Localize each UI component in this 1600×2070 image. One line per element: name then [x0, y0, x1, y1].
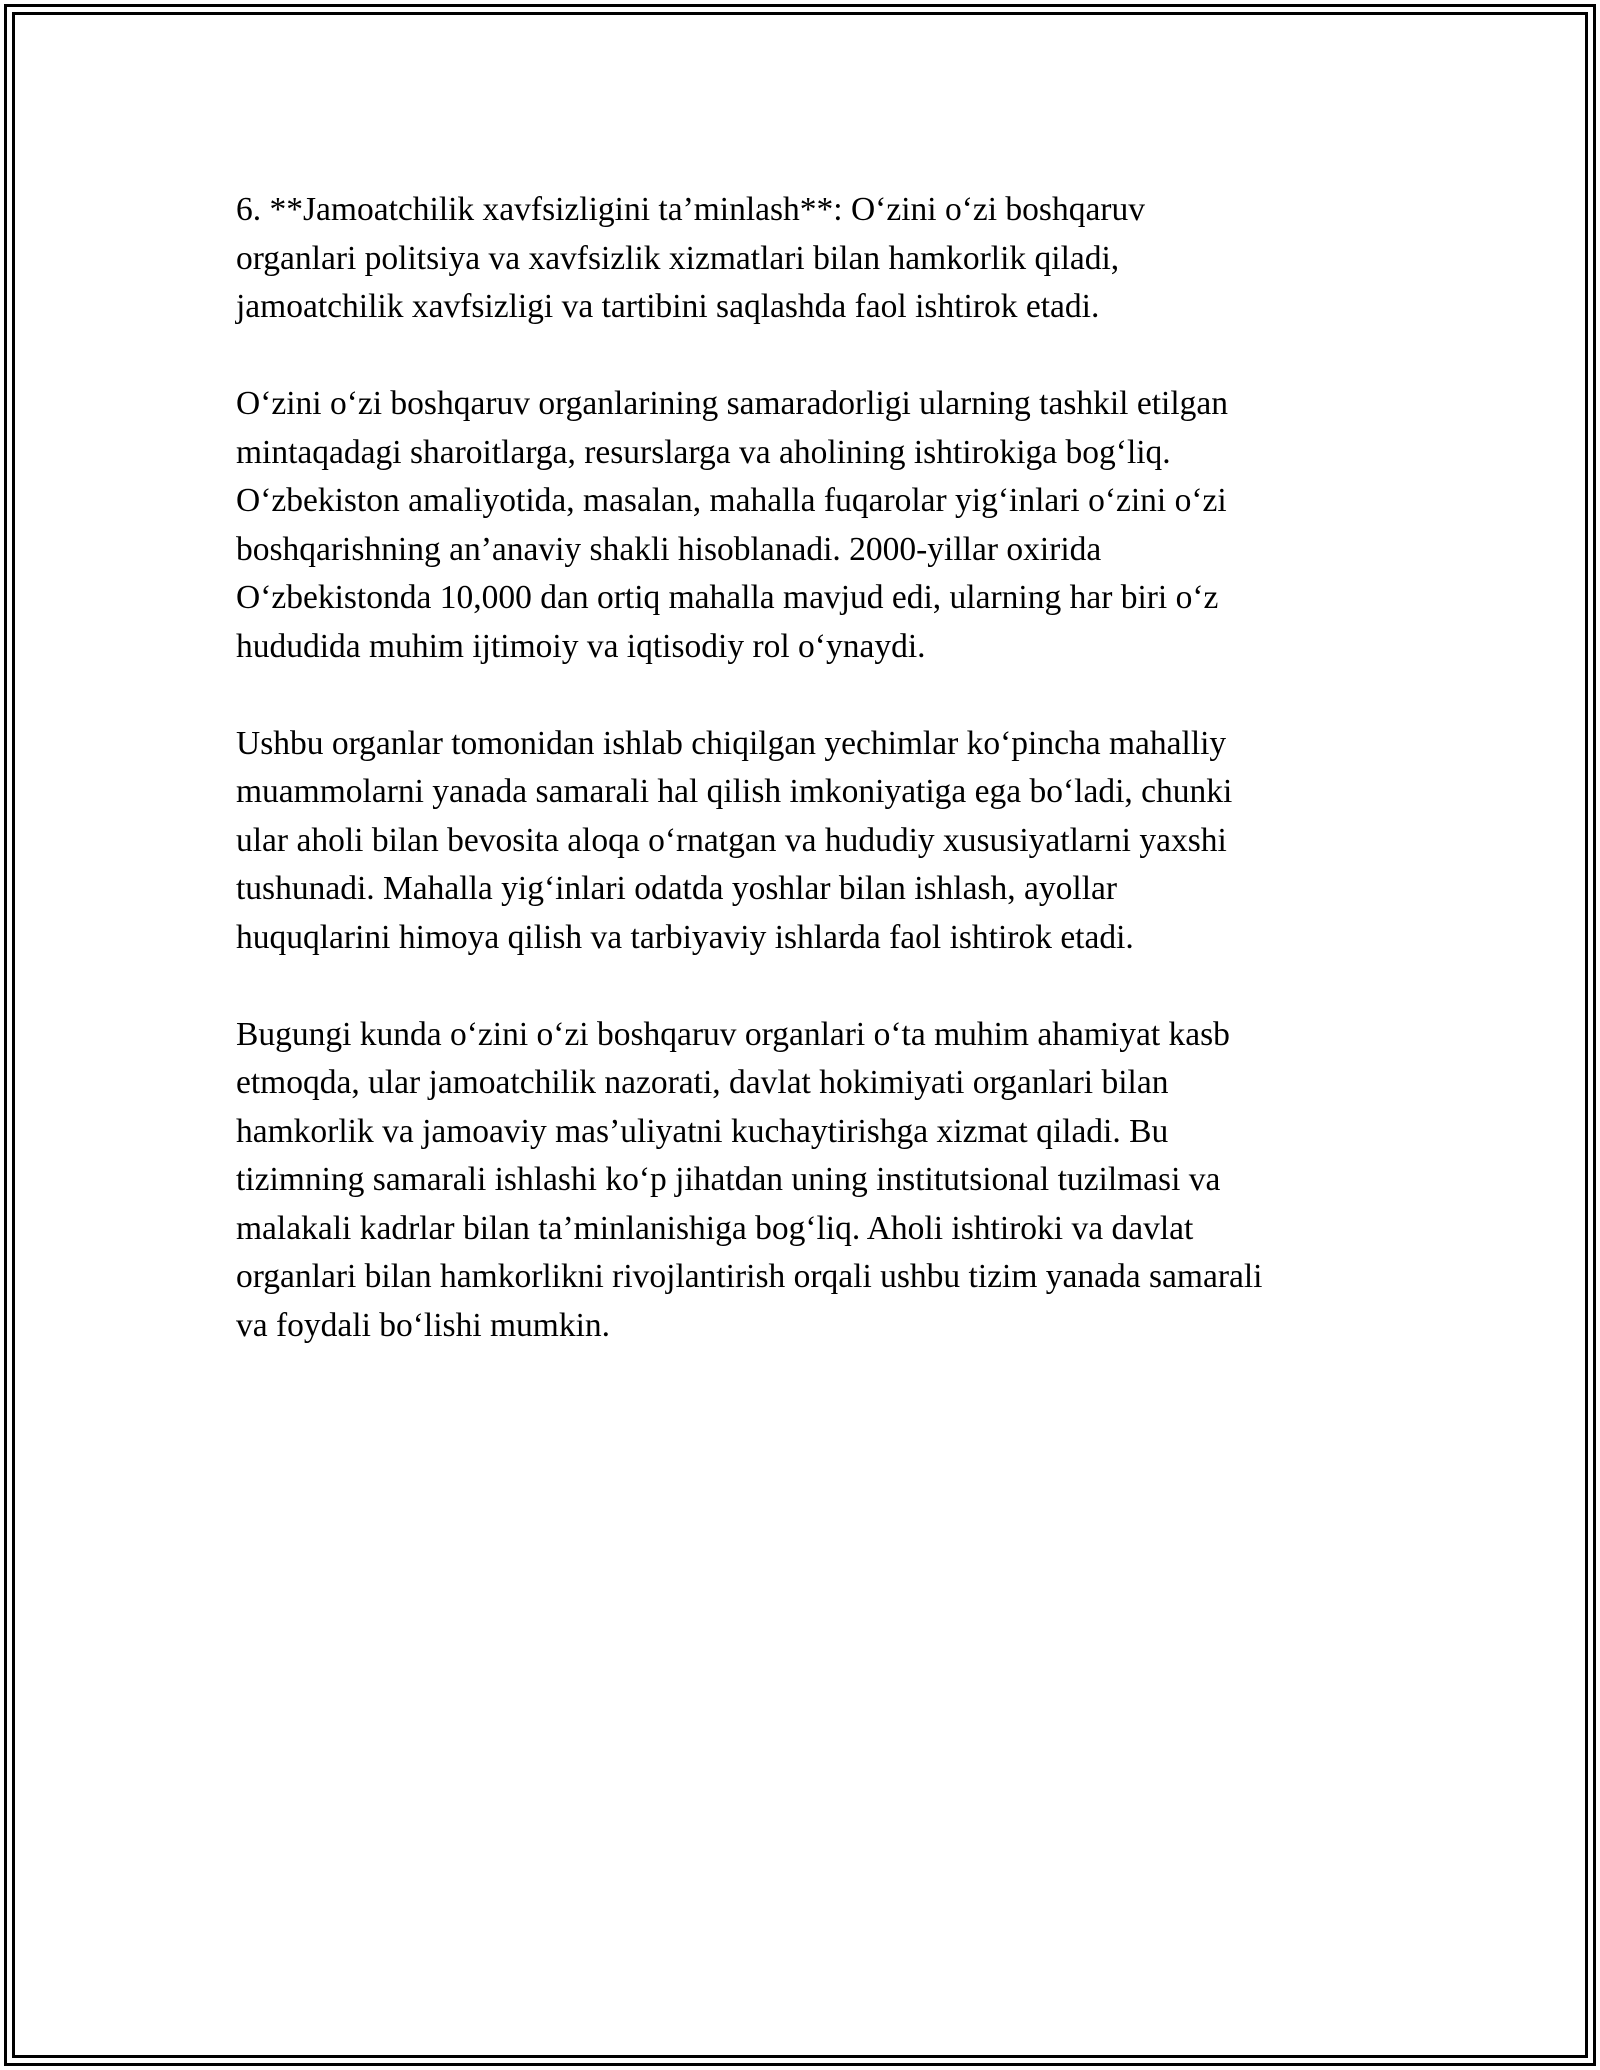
text-line: ular aholi bilan bevosita aloqa o‘rnatgan va hududiy xususiyatlarni yaxshi: [236, 821, 1227, 859]
text-line: malakali kadrlar bilan ta’minlanishiga bog‘liq. Aholi ishtiroki va davlat: [236, 1209, 1194, 1247]
text-line: tushunadi. Mahalla yig‘inlari odatda yoshlar bilan ishlash, ayollar: [236, 870, 1118, 907]
text-line: boshqarishning an’anaviy shakli hisoblanadi. 2000-yillar oxirida: [236, 530, 1102, 568]
paragraph-effectiveness: [236, 380, 1366, 671]
text-line: O‘zbekistonda 10,000 dan ortiq mahalla mavjud edi, ularning har biri o‘z: [236, 579, 1219, 616]
text-line: organlari politsiya va xavfsizlik xizmatlari bilan hamkorlik qiladi,: [236, 239, 1120, 277]
text-line: hamkorlik va jamoaviy mas’uliyatni kuchaytirishga xizmat qiladi. Bu: [236, 1112, 1169, 1150]
text-line: O‘zini o‘zi boshqaruv organlarining samaradorligi ularning tashkil etilgan: [236, 385, 1229, 422]
text-line: huquqlarini himoya qilish va tarbiyaviy ishlarda faol ishtirok etadi.: [236, 918, 1134, 956]
text-line: organlari bilan hamkorlikni rivojlantirish orqali ushbu tizim yanada samarali: [236, 1258, 1263, 1295]
document-body: [236, 186, 1366, 1399]
text-line: muammolarni yanada samarali hal qilish imkoniyatiga ega bo‘ladi, chunki: [236, 773, 1233, 810]
text-line: va foydali bo‘lishi mumkin.: [236, 1306, 611, 1344]
paragraph-local-solutions: [236, 720, 1366, 963]
text-line: tizimning samarali ishlashi ko‘p jihatdan uning institutsional tuzilmasi va: [236, 1161, 1221, 1198]
text-line: Bugungi kunda o‘zini o‘zi boshqaruv organlari o‘ta muhim ahamiyat kasb: [236, 1015, 1230, 1053]
text-line: O‘zbekiston amaliyotida, masalan, mahalla fuqarolar yig‘inlari o‘zini o‘zi: [236, 482, 1227, 519]
text-line: 6. **Jamoatchilik xavfsizligini ta’minlash**: O‘zini o‘zi boshqaruv: [236, 191, 1145, 228]
paragraph-public-safety: [236, 186, 1366, 332]
text-line: mintaqadagi sharoitlarga, resurslarga va aholining ishtirokiga bog‘liq.: [236, 433, 1171, 471]
text-line: etmoqda, ular jamoatchilik nazorati, davlat hokimiyati organlari bilan: [236, 1064, 1169, 1101]
text-line: hududida muhim ijtimoiy va iqtisodiy rol o‘ynaydi.: [236, 627, 926, 665]
text-line: jamoatchilik xavfsizligi va tartibini saqlashda faol ishtirok etadi.: [236, 288, 1100, 325]
text-line: Ushbu organlar tomonidan ishlab chiqilgan yechimlar ko‘pincha mahalliy: [236, 724, 1227, 762]
paragraph-importance-today: [236, 1011, 1366, 1351]
